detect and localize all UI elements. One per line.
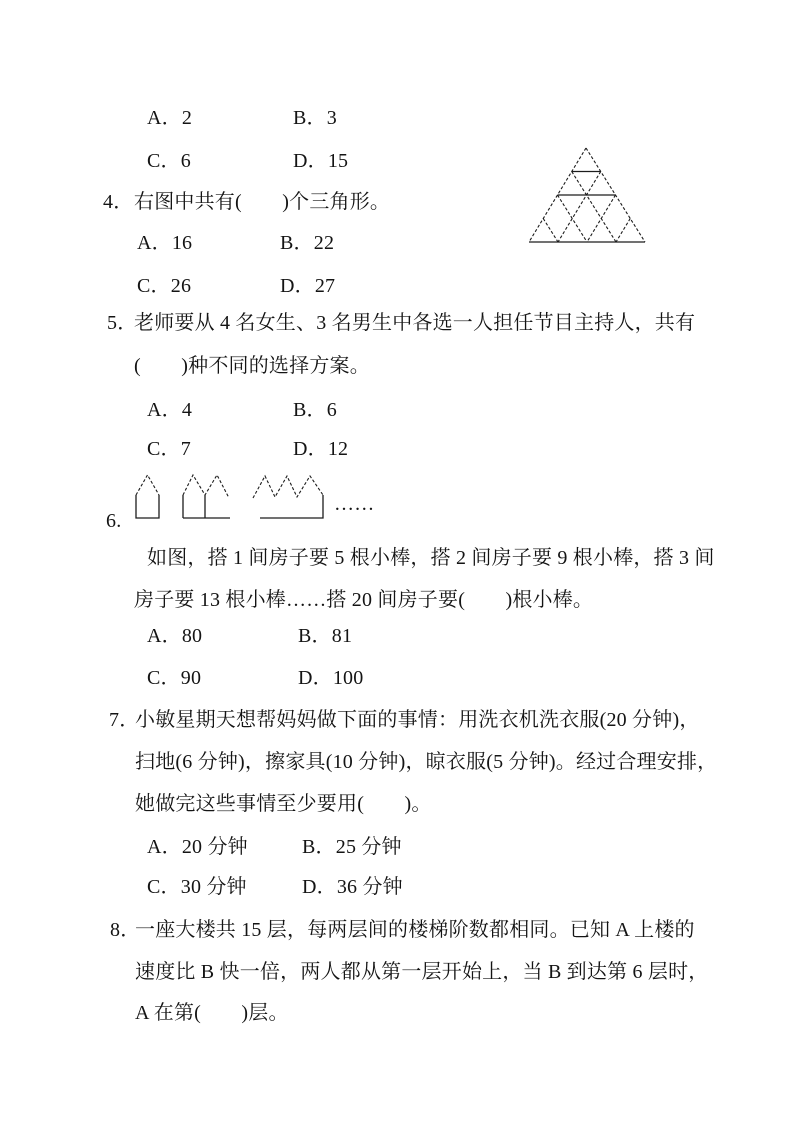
q4-stem: 右图中共有( )个三角形。 bbox=[134, 191, 391, 213]
q4-option-a: A．16 bbox=[137, 232, 193, 254]
q5-number: 5． bbox=[107, 312, 138, 334]
q5-stem-line1: 老师要从 4 名女生、3 名男生中各选一人担任节目主持人，共有 bbox=[134, 312, 696, 334]
q6-stem-line1: 如图，搭 1 间房子要 5 根小棒，搭 2 间房子要 9 根小棒，搭 3 间 bbox=[147, 547, 715, 569]
q3-option-c: C．6 bbox=[147, 150, 191, 172]
q7-stem-line3: 她做完这些事情至少要用( )。 bbox=[135, 793, 432, 815]
q4-number: 4． bbox=[103, 191, 134, 213]
houses-row-figure bbox=[112, 465, 337, 528]
q6-figure-ellipsis: …… bbox=[334, 493, 375, 515]
q3-option-b: B．3 bbox=[293, 107, 337, 129]
q8-stem-line3: A 在第( )层。 bbox=[135, 1002, 289, 1024]
q3-option-a: A．2 bbox=[147, 107, 193, 129]
q8-stem-line1: 一座大楼共 15 层，每两层间的楼梯阶数都相同。已知 A 上楼的 bbox=[135, 919, 695, 941]
q6-stem-line2: 房子要 13 根小棒……搭 20 间房子要( )根小棒。 bbox=[134, 589, 594, 611]
triangle-grid-figure bbox=[528, 146, 648, 251]
q7-number: 7． bbox=[109, 709, 140, 731]
q4-option-b: B．22 bbox=[280, 232, 335, 254]
q3-option-d: D．15 bbox=[293, 150, 349, 172]
q7-option-a: A．20 分钟 bbox=[147, 836, 248, 858]
q7-stem-line1: 小敏星期天想帮妈妈做下面的事情：用洗衣机洗衣服(20 分钟)， bbox=[135, 709, 700, 731]
q6-option-c: C．90 bbox=[147, 667, 202, 689]
q5-option-d: D．12 bbox=[293, 438, 349, 460]
q7-option-b: B．25 分钟 bbox=[302, 836, 402, 858]
q6-option-d: D．100 bbox=[298, 667, 364, 689]
q5-stem-line2: ( )种不同的选择方案。 bbox=[134, 355, 370, 377]
q7-option-c: C．30 分钟 bbox=[147, 876, 247, 898]
q5-option-a: A．4 bbox=[147, 399, 193, 421]
q6-option-a: A．80 bbox=[147, 625, 203, 647]
q4-option-c: C．26 bbox=[137, 275, 192, 297]
q7-option-d: D．36 分钟 bbox=[302, 876, 403, 898]
q8-stem-line2: 速度比 B 快一倍，两人都从第一层开始上，当 B 到达第 6 层时， bbox=[135, 961, 709, 983]
q6-option-b: B．81 bbox=[298, 625, 353, 647]
q6-number: 6. bbox=[106, 510, 122, 532]
q5-option-b: B．6 bbox=[293, 399, 337, 421]
q8-number: 8． bbox=[110, 919, 141, 941]
q4-option-d: D．27 bbox=[280, 275, 336, 297]
q5-option-c: C．7 bbox=[147, 438, 191, 460]
q7-stem-line2: 扫地(6 分钟)，擦家具(10 分钟)，晾衣服(5 分钟)。经过合理安排， bbox=[135, 751, 718, 773]
